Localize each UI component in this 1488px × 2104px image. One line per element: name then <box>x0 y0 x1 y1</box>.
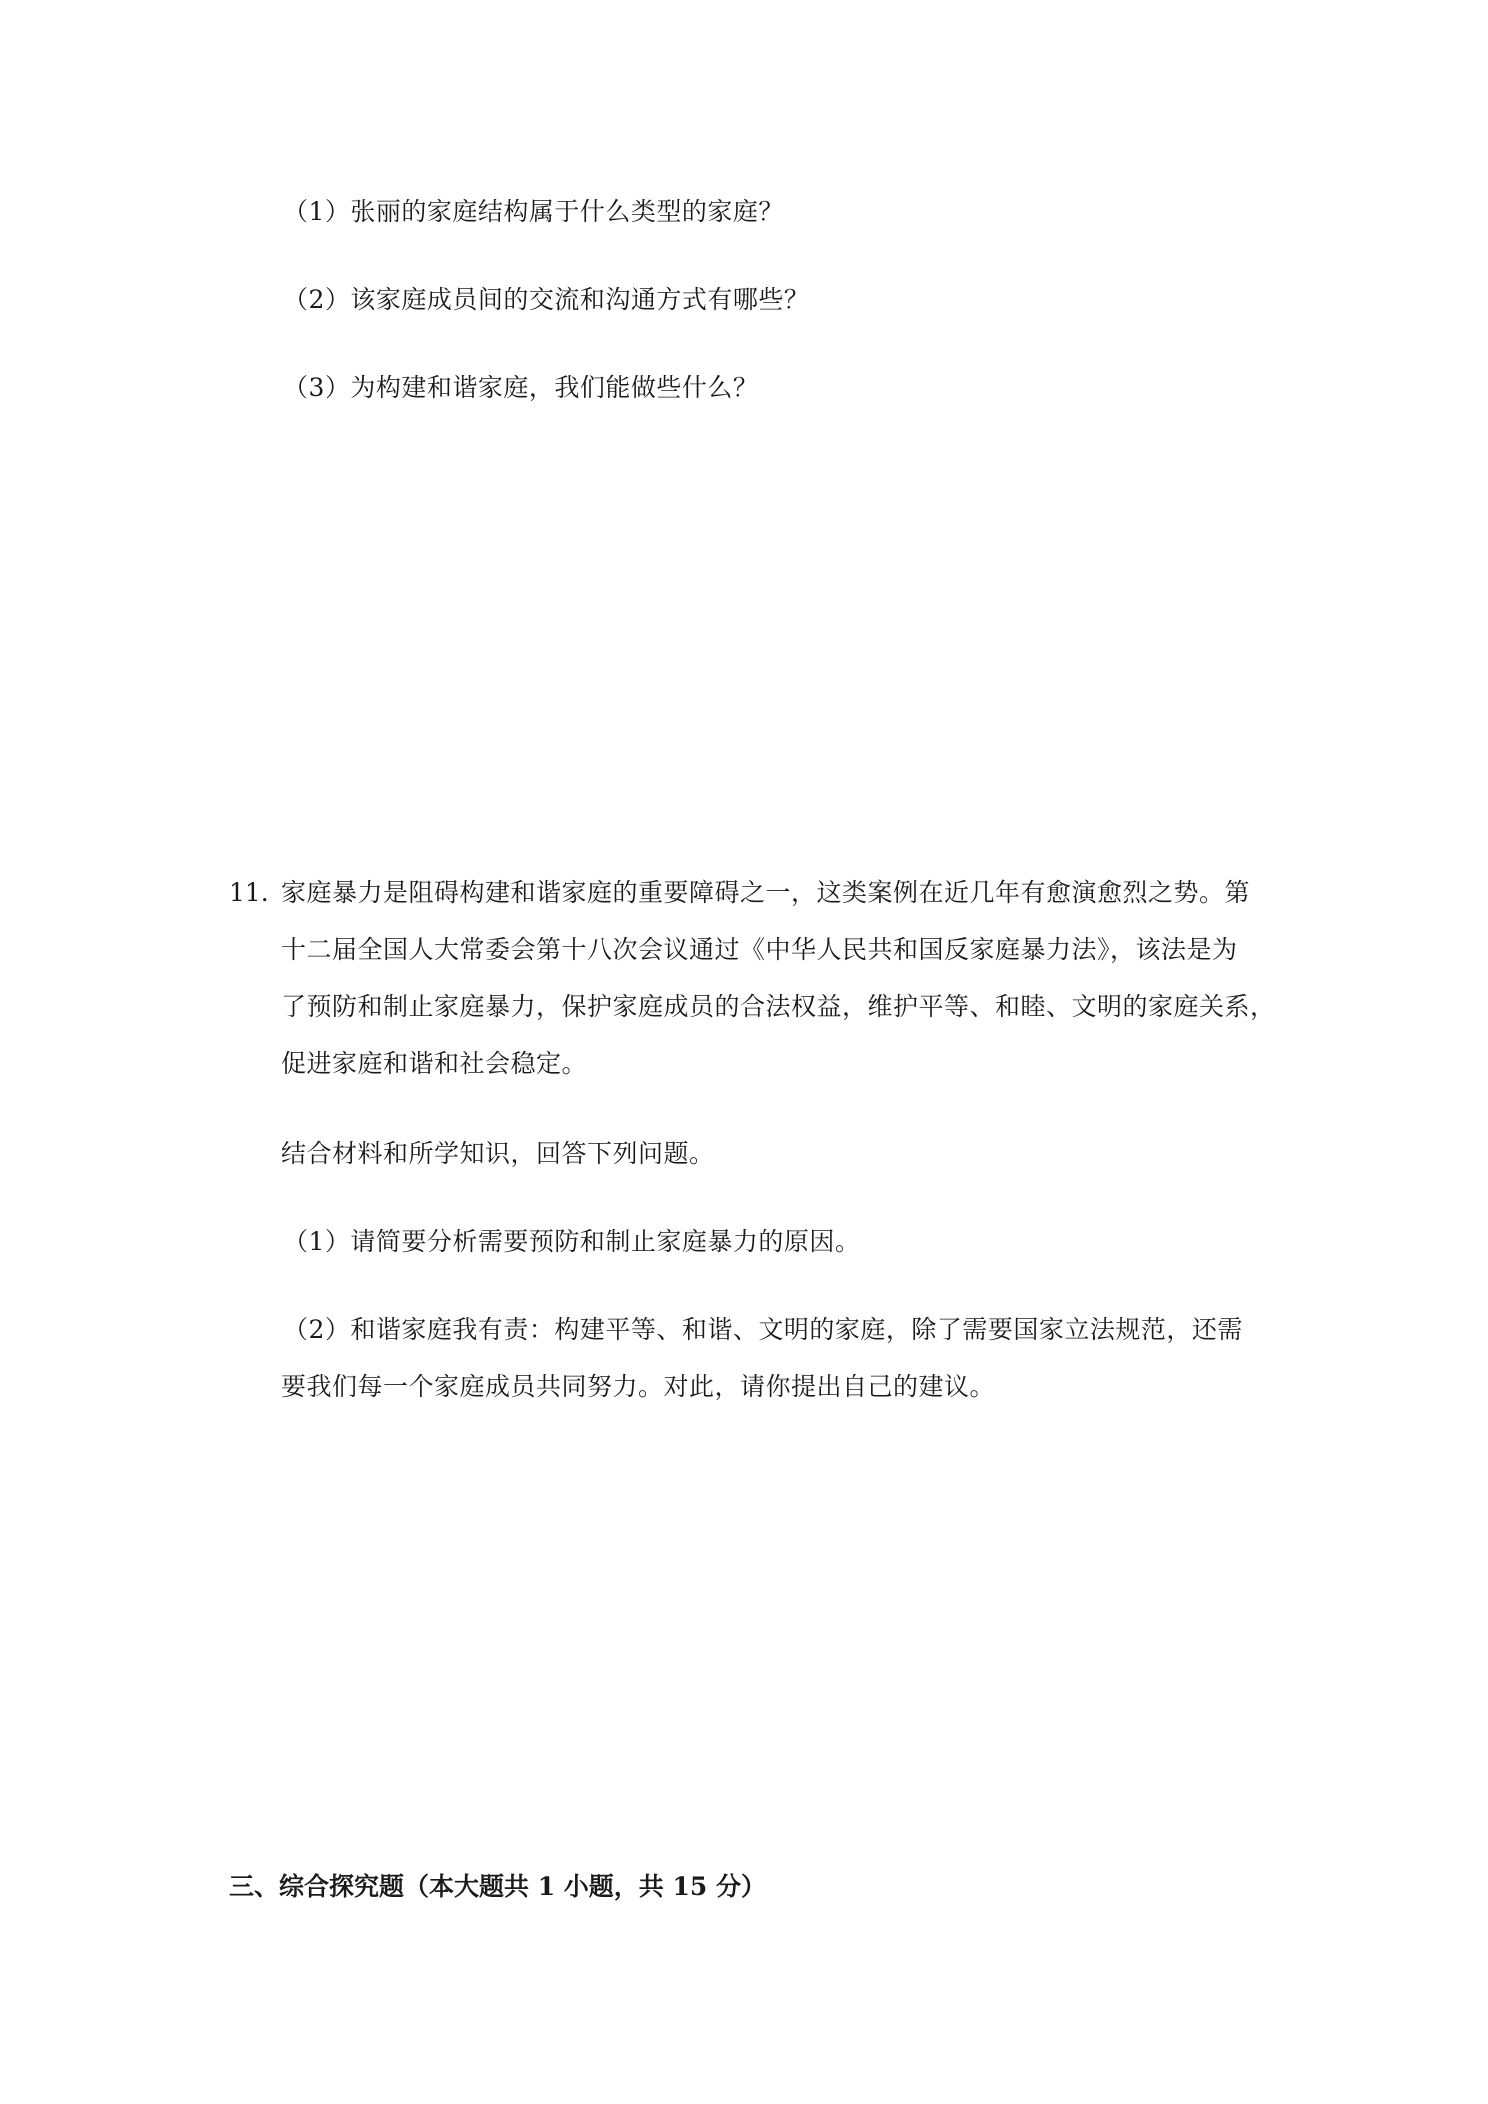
question-11-number: 11. <box>229 878 269 907</box>
section-3-heading: 三、综合探究题（本大题共 1 小题，共 15 分） <box>229 1872 767 1901</box>
prev-question-sub2: （2）该家庭成员间的交流和沟通方式有哪些？ <box>283 285 810 314</box>
question-11-paragraph-line-1: 家庭暴力是阻碍构建和谐家庭的重要障碍之一，这类案例在近几年有愈演愈烈之势。第 <box>281 878 1251 907</box>
prev-question-sub3: （3）为构建和谐家庭，我们能做些什么？ <box>283 373 759 402</box>
question-11-paragraph-line-4: 促进家庭和谐和社会稳定。 <box>281 1049 588 1078</box>
question-11-sub2-line-1: （2）和谐家庭我有责：构建平等、和谐、文明的家庭，除了需要国家立法规范，还需 <box>283 1315 1243 1344</box>
question-11-sub2-line-2: 要我们每一个家庭成员共同努力。对此，请你提出自己的建议。 <box>281 1372 996 1401</box>
prev-question-sub1: （1）张丽的家庭结构属于什么类型的家庭？ <box>283 197 784 226</box>
question-11-paragraph-line-3: 了预防和制止家庭暴力，保护家庭成员的合法权益，维护平等、和睦、文明的家庭关系， <box>281 992 1276 1021</box>
question-11-instruction: 结合材料和所学知识，回答下列问题。 <box>281 1139 715 1168</box>
question-11-sub1: （1）请简要分析需要预防和制止家庭暴力的原因。 <box>283 1227 861 1256</box>
question-11-paragraph-line-2: 十二届全国人大常委会第十八次会议通过《中华人民共和国反家庭暴力法》，该法是为 <box>281 935 1238 964</box>
